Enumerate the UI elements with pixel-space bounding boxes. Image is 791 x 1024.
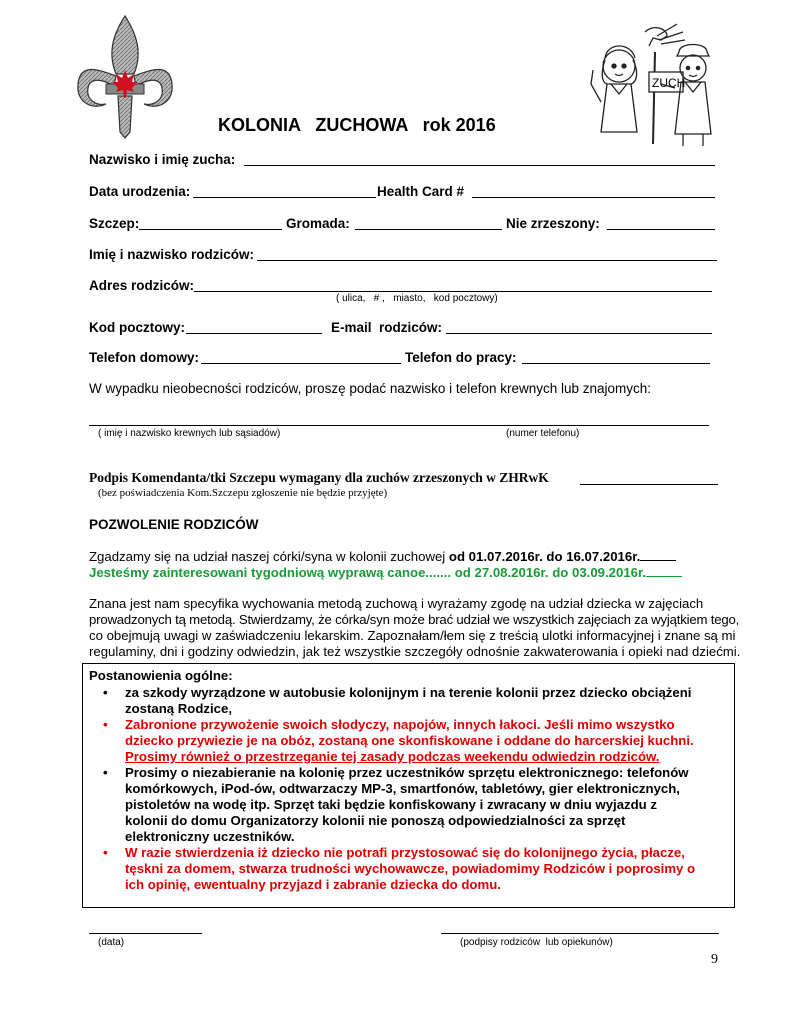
pack-field[interactable]: [355, 229, 502, 230]
relatives-field[interactable]: [89, 425, 709, 426]
canoe-text: Jesteśmy zainteresowani tygodniową wyprawą canoe.......: [89, 565, 452, 580]
rule-line: tęskni za domem, stwarza trudności wychowawcze, powiadomimy Rodziców i poprosimy o: [125, 861, 696, 876]
health-card-field[interactable]: [472, 197, 715, 198]
paragraph-line: co obejmują uwagi w zaświadczeniu lekarskim. Zapoznałam/łem się z treścią ulotki informacyjnej i znane są mi: [89, 628, 736, 643]
pack-label: Gromada:: [286, 216, 350, 231]
rule-line: kolonii do domu Organizatorzy kolonii nie ponoszą odpowiedzialności za sprzęt: [125, 813, 626, 828]
birth-date-field[interactable]: [193, 197, 376, 198]
rule-line-underlined: Prosimy również o przestrzeganie tej zasady podczas weekendu odwiedzin rodziców.: [125, 749, 660, 764]
commandant-signature-field[interactable]: [580, 484, 718, 485]
bullet-icon: •: [103, 685, 108, 700]
email-label: E-mail rodziców:: [331, 320, 443, 335]
rule-line: pistoletów na wodę itp. Sprzęt taki będzie konfiskowany i zwracany w dniu wyjazdu z: [125, 797, 657, 812]
canoe-dates: od 27.08.2016r. do 03.09.2016r.: [454, 565, 647, 580]
rule-item: [89, 765, 729, 845]
rules-list: [89, 685, 729, 893]
consent-line: [89, 549, 676, 565]
rule-item: [89, 845, 729, 893]
zuch-sign-text: ZUCH: [652, 76, 686, 90]
page-title: KOLONIA ZUCHOWA rok 2016: [218, 115, 496, 135]
rule-line: Zabronione przywożenie swoich słodyczy, napojów, innych łakoci. Jeśli mimo wszystko: [125, 717, 675, 732]
fleur-de-lis-logo: [72, 14, 178, 140]
unaffiliated-field[interactable]: [607, 229, 715, 230]
rule-line: elektroniczny uczestników.: [125, 829, 295, 844]
email-field[interactable]: [446, 333, 712, 334]
commandant-note: (bez poświadczenia Kom.Szczepu zgłoszenie nie będzie przyjęte): [98, 487, 388, 499]
address-label: Adres rodziców:: [89, 278, 195, 293]
date-signature-field[interactable]: [89, 933, 202, 934]
rule-item: [89, 717, 729, 765]
child-name-field[interactable]: [244, 165, 715, 166]
relatives-instruction: W wypadku nieobecności rodziców, proszę podać nazwisko i telefon krewnych lub znajomych:: [89, 381, 652, 396]
home-phone-label: Telefon domowy:: [89, 350, 199, 365]
paragraph-line: Znana jest nam specyfika wychowania metodą zuchową i wyrażamy zgodę na udział dziecka w zajęciach: [89, 596, 704, 611]
parents-signature-label: (podpisy rodziców lub opiekunów): [460, 937, 613, 948]
birth-date-label: Data urodzenia:: [89, 184, 191, 199]
postal-code-label: Kod pocztowy:: [89, 320, 185, 335]
page-number: 9: [711, 952, 718, 967]
commandant-signature-label: Podpis Komendanta/tki Szczepu wymagany dla zuchów zrzeszonych w ZHRwK: [89, 470, 549, 485]
bullet-icon: •: [103, 845, 108, 860]
health-card-label: Health Card #: [377, 184, 465, 199]
cub-scouts-illustration: [583, 22, 721, 150]
rule-line: Prosimy o niezabieranie na kolonię przez uczestników sprzętu elektronicznego: telefonów: [125, 765, 689, 780]
consent-dates: od 01.07.2016r. do 16.07.2016r.: [448, 549, 641, 564]
rule-line: komórkowych, iPod-ów, odtwarzaczy MP-3, smartfonów, tabletówy, gier elektronicznych,: [125, 781, 680, 796]
work-phone-field[interactable]: [522, 363, 710, 364]
address-field[interactable]: [194, 291, 712, 292]
rule-line: W razie stwierdzenia iż dziecko nie potrafi przystosować się do kolonijnego życia, płacze,: [125, 845, 685, 860]
postal-code-field[interactable]: [186, 333, 322, 334]
rule-item: [89, 685, 729, 717]
address-hint: ( ulica, # , miasto, kod pocztowy): [336, 293, 498, 304]
child-name-label: Nazwisko i imię zucha:: [89, 152, 236, 167]
parents-signature-field[interactable]: [441, 933, 719, 934]
paragraph-line: prowadzonych tą metodą. Stwierdzamy, że córka/syn może brać udział we wszystkich zajęciach za wyjątkiem tego,: [89, 612, 740, 627]
work-phone-label: Telefon do pracy:: [405, 350, 517, 365]
rule-line: ich opinię, ewentualny przyjazd i zabranie dziecka do domu.: [125, 877, 501, 892]
rule-line: dziecko przywiezie je na obóz, zostaną one skonfiskowane i oddane do harcerskiej kuchni.: [125, 733, 694, 748]
relatives-phone-hint: (numer telefonu): [506, 428, 580, 439]
parents-name-field[interactable]: [257, 260, 717, 261]
relatives-name-hint: ( imię i nazwisko krewnych lub sąsiadów): [98, 428, 281, 439]
unaffiliated-label: Nie zrzeszony:: [506, 216, 600, 231]
consent-text: Zgadzamy się na udział naszej córki/syna w kolonii zuchowej: [89, 549, 446, 564]
rules-heading: Postanowienia ogólne:: [89, 668, 233, 683]
troop-field[interactable]: [139, 229, 282, 230]
consent-paragraph: [89, 596, 741, 660]
rule-line: zostaną Rodzice,: [125, 701, 232, 716]
permission-heading: POZWOLENIE RODZICÓW: [89, 517, 259, 532]
parents-name-label: Imię i nazwisko rodziców:: [89, 247, 255, 262]
home-phone-field[interactable]: [201, 363, 401, 364]
paragraph-line: regulaminy, dni i godziny odwiedzin, jak też wszystkie szczegóły odnośnie zakwaterowania i opieki nad dziećmi.: [89, 644, 741, 659]
date-label: (data): [98, 937, 125, 948]
troop-label: Szczep:: [89, 216, 140, 231]
general-rules-box: [82, 663, 735, 908]
bullet-icon: •: [103, 765, 108, 780]
bullet-icon: •: [103, 717, 108, 732]
rule-line: za szkody wyrządzone w autobusie kolonijnym i na terenie kolonii przez dziecko obciążeni: [125, 685, 692, 700]
canoe-line: [89, 565, 682, 581]
